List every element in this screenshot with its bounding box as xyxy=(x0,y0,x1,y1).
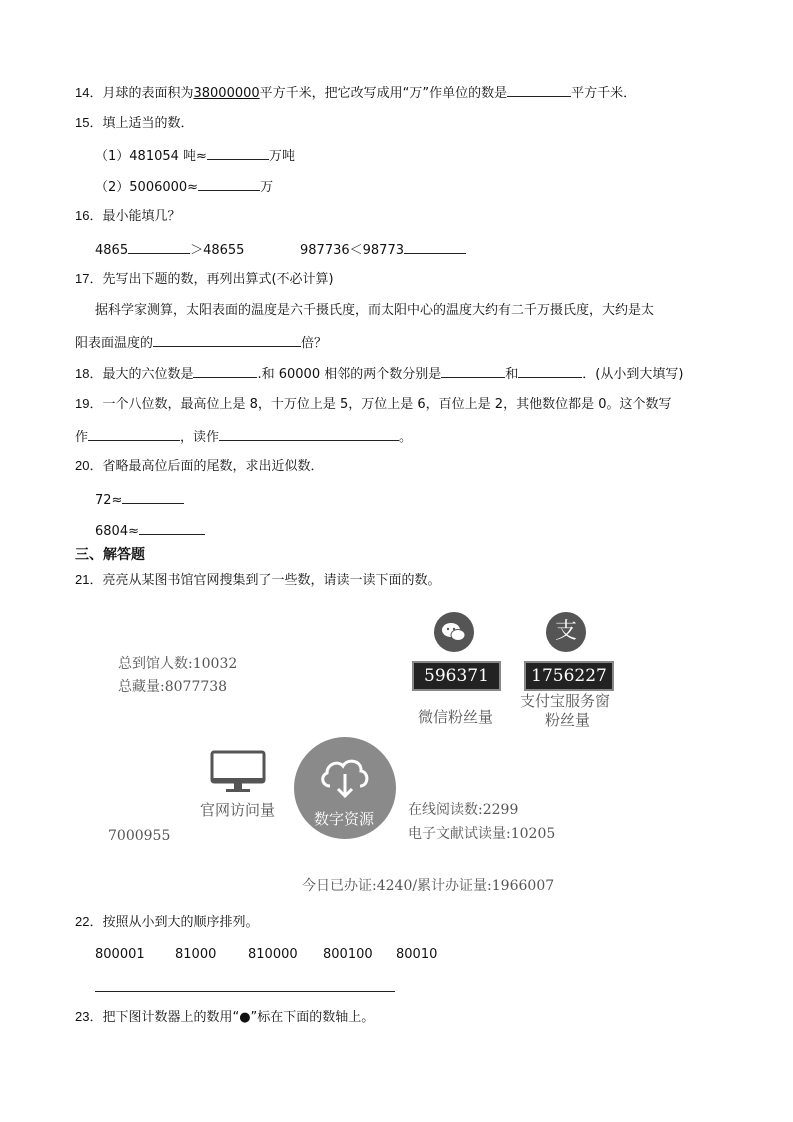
answer-blank[interactable] xyxy=(128,239,190,254)
cloud-download-icon xyxy=(316,752,374,806)
question-text: 把下图计数器上的数用“●”标在下面的数轴上。 xyxy=(102,1010,375,1025)
question-number: 21． xyxy=(75,572,103,587)
question-number: 17． xyxy=(75,271,103,286)
question-number: 23． xyxy=(75,1009,103,1024)
answer-blank[interactable] xyxy=(441,363,505,378)
answer-blank[interactable] xyxy=(207,145,269,160)
online-read-stat: 在线阅读数:2299 xyxy=(408,802,519,818)
digital-resource-label: 数字资源 xyxy=(314,810,375,828)
question-22-title xyxy=(75,913,258,932)
question-text: .和 60000 相邻的两个数分别是 xyxy=(257,367,442,382)
question-text: 倍？ xyxy=(301,336,328,351)
question-15-title xyxy=(75,114,193,133)
answer-blank[interactable] xyxy=(507,82,571,97)
question-20-title xyxy=(75,457,323,476)
alipay-label-line-1: 支付宝服务窗 xyxy=(520,692,611,710)
question-text: 按照从小到大的顺序排列。 xyxy=(102,915,259,930)
number-text: 6804≈ xyxy=(95,524,139,539)
website-visits-value: 7000955 xyxy=(108,828,171,844)
number-item: 800001 xyxy=(95,947,145,962)
question-text: 填上适当的数． xyxy=(102,116,194,131)
question-number: 19． xyxy=(75,396,103,411)
q14-area-value: 38000000 xyxy=(193,86,260,101)
part-unit: 万 xyxy=(260,180,274,195)
number-text: 987736＜98773 xyxy=(300,243,404,258)
question-14 xyxy=(75,82,636,103)
question-16-title xyxy=(75,207,180,226)
question-text: 亮亮从某图书馆官网搜集到了一些数，请读一读下面的数。 xyxy=(102,573,441,588)
question-19-line-1 xyxy=(75,395,672,414)
question-number: 15． xyxy=(75,115,103,130)
part-text: （1）481054 吨≈ xyxy=(95,149,207,164)
question-number: 16． xyxy=(75,208,103,223)
alipay-icon: 支 xyxy=(546,612,586,652)
wechat-fans-value: 596371 xyxy=(412,661,501,691)
question-15-part-2 xyxy=(95,176,273,197)
question-text: 省略最高位后面的尾数，求出近似数． xyxy=(102,459,324,474)
answer-blank[interactable] xyxy=(153,332,301,347)
number-text: 4865 xyxy=(95,243,129,258)
question-20-part-2 xyxy=(95,520,205,541)
number-item: 800100 xyxy=(323,947,373,962)
question-text: 。 xyxy=(399,430,413,445)
question-19-line-2 xyxy=(75,426,412,447)
answer-blank[interactable] xyxy=(193,363,257,378)
answer-blank[interactable] xyxy=(404,239,466,254)
answer-line[interactable] xyxy=(95,991,395,992)
question-number: 22． xyxy=(75,914,103,929)
question-17-title xyxy=(75,270,334,289)
answer-blank[interactable] xyxy=(518,363,582,378)
question-16-right xyxy=(300,239,466,260)
question-text: 和 xyxy=(505,367,519,382)
question-text: ，读作 xyxy=(180,430,220,445)
question-15-part-1 xyxy=(95,145,295,166)
question-text: 最小能填几？ xyxy=(102,209,181,224)
question-text: ．(从小到大填写) xyxy=(582,367,684,382)
collection-stat: 总藏量:8077738 xyxy=(118,679,228,695)
monitor-icon xyxy=(210,750,266,800)
number-text: 72≈ xyxy=(95,493,123,508)
answer-blank[interactable] xyxy=(198,176,260,191)
number-item: 81000 xyxy=(175,947,217,962)
ebook-trial-stat: 电子文献试读量:10205 xyxy=(408,826,556,842)
wechat-icon xyxy=(434,612,474,652)
part-unit: 万吨 xyxy=(268,149,295,164)
number-text: ＞48655 xyxy=(190,243,245,258)
answer-blank[interactable] xyxy=(88,426,180,441)
question-text: 阳表面温度的 xyxy=(75,336,154,351)
question-17-line-1: 据科学家测算，太阳表面的温度是六千摄氏度，而太阳中心的温度大约有二千万摄氏度，大约是太 xyxy=(95,303,655,318)
q14-text-post: 平方千米． xyxy=(571,86,637,101)
website-visits-label: 官网访问量 xyxy=(200,801,276,819)
library-card-stat: 今日已办证:4240/累计办证量:1966007 xyxy=(302,878,555,894)
section-title: 三、解答题 xyxy=(75,547,145,563)
question-18 xyxy=(75,363,683,384)
question-number: 20． xyxy=(75,458,103,473)
q14-text-pre: 月球的表面积为 xyxy=(102,86,194,101)
question-text: 一个八位数，最高位上是 8，十万位上是 5，万位上是 6，百位上是 2，其他数位都是 0。这个数写 xyxy=(102,397,672,412)
part-text: （2）5006000≈ xyxy=(95,180,199,195)
question-text: 先写出下题的数，再列出算式(不必计算) xyxy=(102,272,334,287)
q14-text-mid: 平方千米，把它改写成用“万”作单位的数是 xyxy=(259,86,508,101)
alipay-fans-value: 1756227 xyxy=(524,661,614,691)
question-16-left xyxy=(95,239,244,260)
question-23-title xyxy=(75,1008,374,1027)
question-number: 14． xyxy=(75,85,103,100)
question-text: 最大的六位数是 xyxy=(102,367,194,382)
question-number: 18． xyxy=(75,366,103,381)
number-item: 80010 xyxy=(396,947,438,962)
alipay-label-line-2: 粉丝量 xyxy=(545,711,591,729)
question-20-part-1 xyxy=(95,489,184,510)
answer-blank[interactable] xyxy=(122,489,184,504)
visitors-stat: 总到馆人数:10032 xyxy=(118,656,238,672)
answer-blank[interactable] xyxy=(139,520,205,535)
question-21-title xyxy=(75,571,440,590)
question-text: 作 xyxy=(75,430,89,445)
wechat-fans-label: 微信粉丝量 xyxy=(418,708,494,726)
answer-blank[interactable] xyxy=(219,426,399,441)
number-item: 810000 xyxy=(248,947,298,962)
question-17-line-2 xyxy=(75,332,327,353)
